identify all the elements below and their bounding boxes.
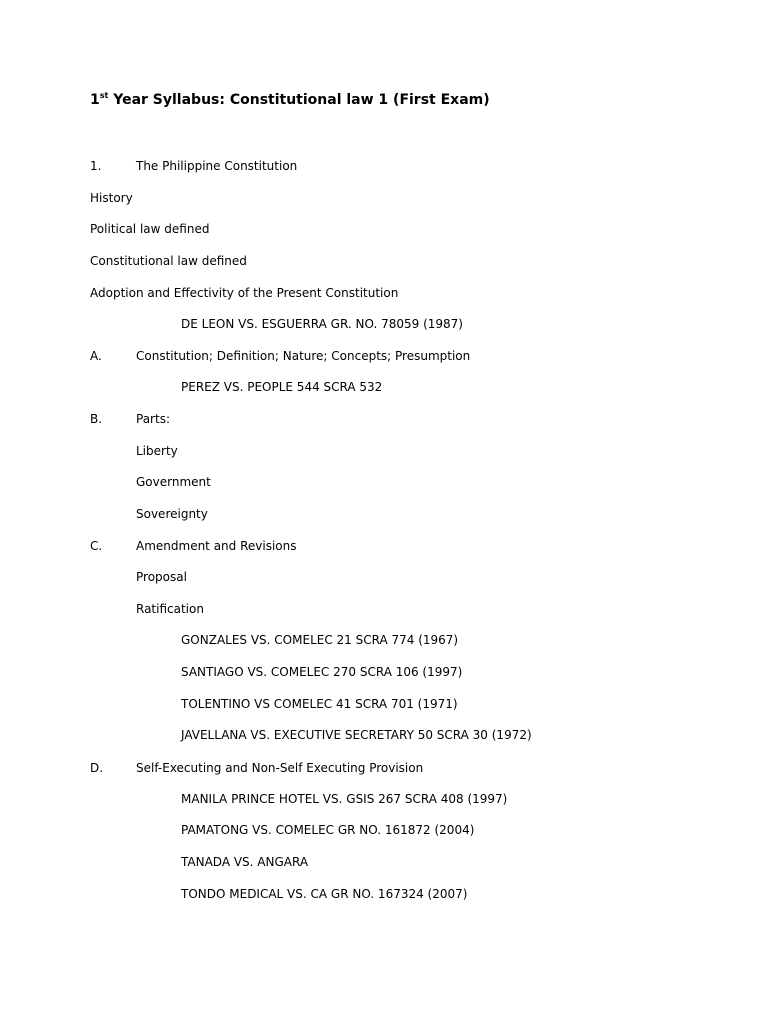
outline-marker-b: B. [90,412,103,426]
outline-marker-c: C. [90,539,103,553]
outline-item-liberty: Liberty [136,444,178,458]
outline-marker-d: D. [90,761,104,775]
title-superscript: st [99,91,109,100]
outline-marker-1: 1. [90,159,102,173]
outline-heading-self-executing: Self-Executing and Non-Self Executing Provision [136,761,424,775]
title-rest: Year Syllabus: Constitutional law 1 (First Exam) [108,92,490,108]
outline-item-constitutional-law: Constitutional law defined [90,254,247,268]
outline-item-ratification: Ratification [136,602,204,616]
case-citation-manila-prince: MANILA PRINCE HOTEL VS. GSIS 267 SCRA 408 (1997) [181,792,508,806]
document-title [90,90,490,110]
outline-heading-amendment: Amendment and Revisions [136,539,297,553]
case-citation-perez: PEREZ VS. PEOPLE 544 SCRA 532 [181,380,383,394]
case-citation-javellana: JAVELLANA VS. EXECUTIVE SECRETARY 50 SCRA 30 (1972) [181,728,532,742]
outline-item-adoption: Adoption and Effectivity of the Present Constitution [90,286,399,300]
case-citation-de-leon: DE LEON VS. ESGUERRA GR. NO. 78059 (1987) [181,317,463,331]
outline-item-government: Government [136,475,211,489]
case-citation-tanada: TANADA VS. ANGARA [181,855,309,869]
case-citation-santiago: SANTIAGO VS. COMELEC 270 SCRA 106 (1997) [181,665,463,679]
outline-heading-constitution-definition: Constitution; Definition; Nature; Concepts; Presumption [136,349,471,363]
case-citation-gonzales: GONZALES VS. COMELEC 21 SCRA 774 (1967) [181,633,459,647]
outline-item-history: History [90,191,133,205]
case-citation-tondo: TONDO MEDICAL VS. CA GR NO. 167324 (2007) [181,887,468,901]
outline-marker-a: A. [90,349,102,363]
case-citation-tolentino: TOLENTINO VS COMELEC 41 SCRA 701 (1971) [181,697,458,711]
outline-heading-parts: Parts: [136,412,170,426]
outline-heading-philippine-constitution: The Philippine Constitution [136,159,298,173]
outline-item-political-law: Political law defined [90,222,210,236]
case-citation-pamatong: PAMATONG VS. COMELEC GR NO. 161872 (2004) [181,823,475,837]
title-prefix: 1 [90,92,100,108]
outline-item-sovereignty: Sovereignty [136,507,208,521]
outline-item-proposal: Proposal [136,570,187,584]
